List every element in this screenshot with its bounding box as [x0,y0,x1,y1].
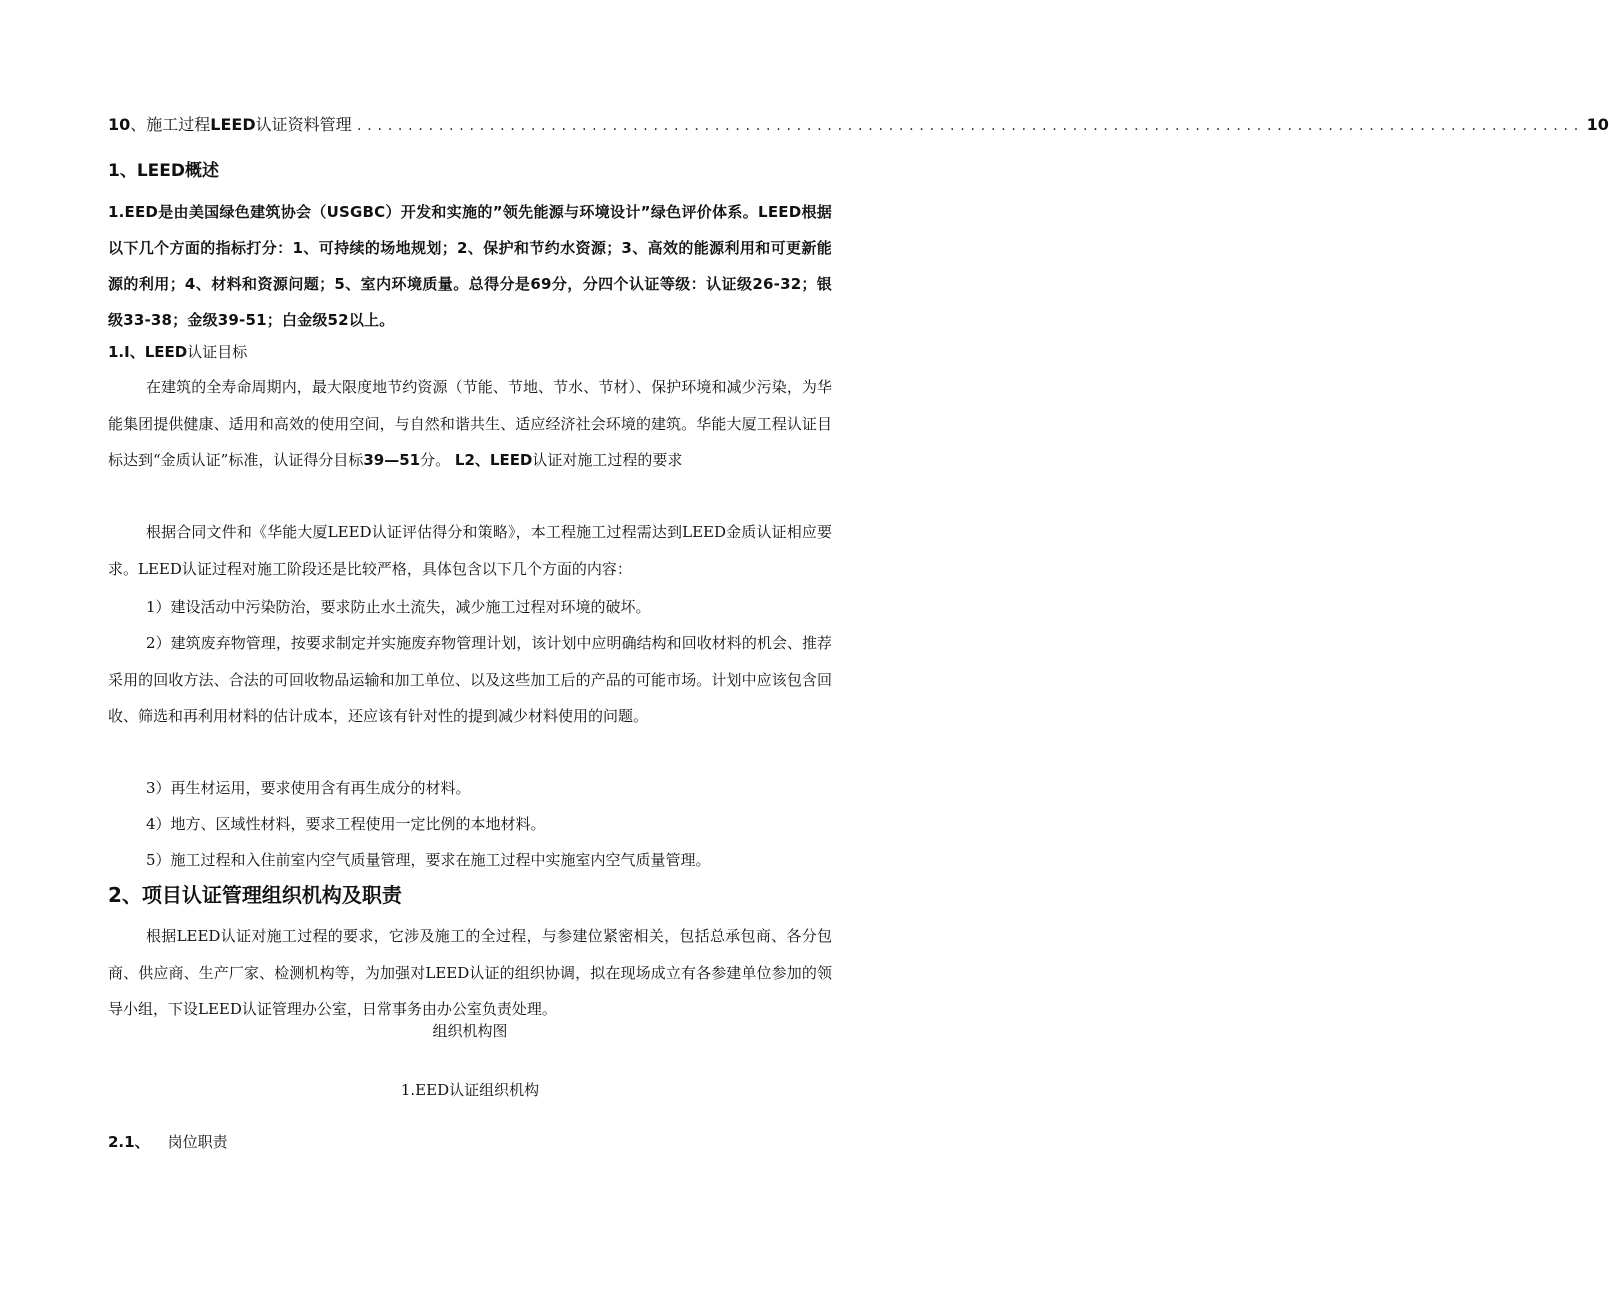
requirement-item-4: 4）地方、区域性材料，要求工程使用一定比例的本地材料。 [146,815,546,833]
subsection-1-1-heading [108,339,832,365]
subsection-title: 岗位职责 [167,1133,228,1151]
subsection-1-2-number: L2、LEED [454,451,533,469]
requirement-item-3: 3）再生材运用，要求使用含有再生成分的材料。 [146,779,471,797]
leed-overview-paragraph: 1.EED是由美国绿色建筑协会（USGBC）开发和实施的”领先能源与环境设计”绿色评价体系。LEED根据以下几个方面的指标打分：1、可持续的场地规划；2、保护和节约水资源；3、高效的能源利用和可更新能源的利用；4、材料和资源问题；5、室内环境质量。总得分是69分，分四个认证等级：认证级26-32；银级33-38；金级39-51；白金级52以上。 [108,203,832,329]
requirements-intro-paragraph: 根据合同文件和《华能大厦LEED认证评估得分和策略》，本工程施工过程需达到LEED金质认证相应要求。LEED认证过程对施工阶段还是比较严格，具体包含以下几个方面的内容： [108,523,832,578]
requirement-item-2: 2）建筑废弃物管理，按要求制定并实施废弃物管理计划，该计划中应明确结构和回收材料的机会、推荐采用的回收方法、合法的可回收物品运输和加工单位、以及这些加工后的产品的可能市场。计划中应该包含回收、筛选和再利用材料的估计成本，还应该有针对性的提到减少材料使用的问题。 [108,634,832,725]
subsection-2-1-heading [108,1129,832,1155]
toc-page-number: 10 [1586,115,1609,134]
org-chart-caption: 组织机构图 [432,1022,508,1040]
subsection-number: 1.I、LEED [108,343,188,361]
organization-paragraph: 根据LEED认证对施工过程的要求，它涉及施工的全过程，与参建位紧密相关，包括总承包商、各分包商、供应商、生产厂家、检测机构等，为加强对LEED认证的组织协调，拟在现场成立有各参建单位参加的领导小组，下设LEED认证管理办公室，日常事务由办公室负责处理。 [108,927,832,1018]
section-title: 、项目认证管理组织机构及职责 [121,883,402,907]
section-number: 2 [108,883,122,907]
subsection-number: 2.1、 [108,1133,150,1151]
goal-score-range: 39—51 [363,451,421,469]
subsection-title: 认证目标 [187,343,248,361]
section-1-heading: 1、LEED概述 [108,161,219,181]
toc-entry-10[interactable] [108,112,1609,139]
requirement-item-5: 5）施工过程和入住前室内空气质量管理，要求在施工过程中实施室内空气质量管理。 [146,851,711,869]
requirement-item-1: 1）建设活动中污染防治，要求防止水土流失，减少施工过程对环境的破坏。 [146,598,651,616]
toc-entry-label: 10、施工过程LEED认证资料管理 [108,115,352,134]
subsection-1-2-title: 认证对施工过程的要求 [532,451,683,469]
section-2-heading [108,880,832,910]
toc-leader-dots: ........................................................................................................................ [355,119,1583,133]
certification-goal-paragraph: 在建筑的全寿命周期内，最大限度地节约资源（节能、节地、节水、节材）、保护环境和减少污染，为华能集团提供健康、适用和高效的使用空间，与自然和谐共生、适应经济社会环境的建筑。华能大厦工程认证目标达到“金质认证”标准，认证得分目标39—51分。 L2、LEED认证对施工过程的要求 [108,378,832,469]
org-chart-subcaption: 1.EED认证组织机构 [400,1081,540,1099]
